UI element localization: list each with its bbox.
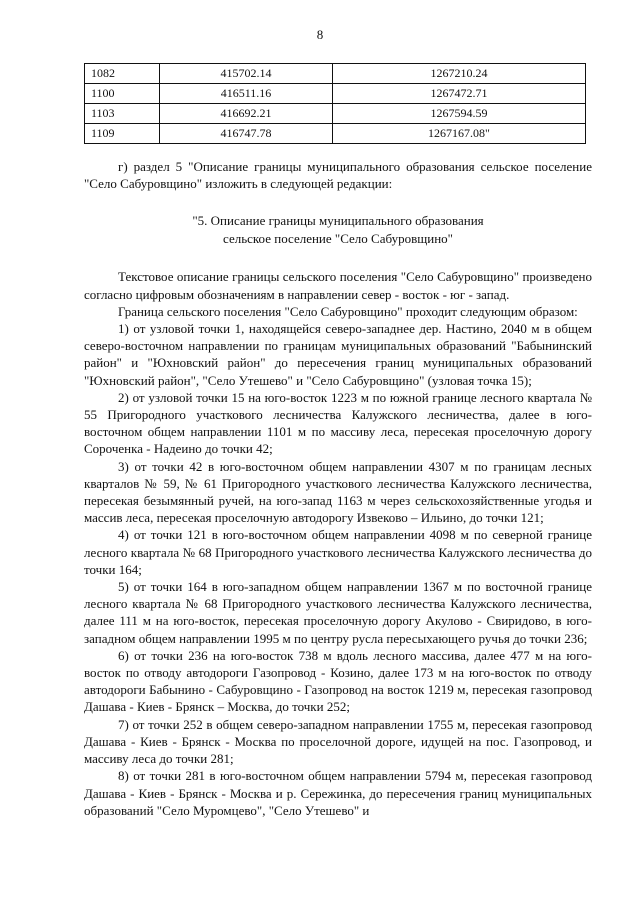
table-row: [85, 64, 586, 84]
section-heading-line: сельское поселение "Село Сабуровщино": [223, 231, 453, 247]
point-number-cell: 1109: [85, 124, 160, 144]
table-row: [85, 104, 586, 124]
body-paragraph: Текстовое описание границы сельского поселения "Село Сабуровщино" произведено согласно цифровым обозначениям в направлении север - восток - юг - запад.: [84, 269, 592, 302]
body-paragraph: 5) от точки 164 в юго-западном общем направлении 1367 м по восточной границе лесного квартала № 68 Пригородного участкового лесничества Калужского лесничества, далее 111 м на юго-восток, пересекая проселочную дорогу Акулово - Свиридово, в юго-западном общем направлении 1995 м по центру русла пересыхающего ручья до точки 236;: [84, 579, 592, 646]
body-paragraph: 7) от точки 252 в общем северо-западном направлении 1755 м, пересекая газопровод Дашава - Киев - Брянск - Москва по проселочной дороге, идущей на пос. Газопровод, и массиву леса до точки 281;: [84, 716, 592, 767]
coordinates-table: [84, 63, 586, 144]
point-number-cell: 1103: [85, 104, 160, 124]
y-coordinate-cell: 1267210.24: [333, 64, 586, 84]
table-row: [85, 124, 586, 144]
section-heading-line: "5. Описание границы муниципального образования: [192, 213, 484, 229]
x-coordinate-cell: 416747.78: [160, 124, 333, 144]
intro-paragraph: г) раздел 5 "Описание границы муниципального образования сельское поселение "Село Сабуровщино" изложить в следующей редакции:: [84, 159, 592, 192]
page-number: 8: [316, 27, 324, 42]
body-paragraph: 4) от точки 121 в юго-восточном общем направлении 4098 м по северной границе лесного квартала № 68 Пригородного участкового лесничества Калужского лесничества до точки 164;: [84, 527, 592, 577]
body-paragraph: 6) от точки 236 на юго-восток 738 м вдоль лесного массива, далее 477 м на юго-восток по отводу автодороги Газопровод - Козино, далее 173 м на юго-восток по отводу автодороги Бабынино - Сабуровщино - Газопровод на восток 1219 м, пересекая газопровод Дашава - Киев - Брянск – Москва, до точки 252;: [84, 647, 592, 715]
body-paragraph: 2) от узловой точки 15 на юго-восток 1223 м по южной границе лесного квартала № 55 Пригородного участкового лесничества Калужского лесничества, далее в юго-восточном общем направлении 1101 м по массиву леса, пересекая проселочную дорогу Сороченка - Надеино до точки 42;: [84, 389, 592, 457]
table-row: [85, 84, 586, 104]
document-body: [84, 158, 592, 819]
section-heading: [84, 212, 592, 248]
body-paragraph: 1) от узловой точки 1, находящейся северо-западнее дер. Настино, 2040 м в общем северо-восточном направлении по границам муниципальных образований "Бабынинский район" и "Юхновский район" до пересечения границ муниципальных образований "Юхновский район", "Село Утешево" и "Село Сабуровщино" (узловая точка 15);: [84, 321, 592, 388]
y-coordinate-cell: 1267594.59: [333, 104, 586, 124]
x-coordinate-cell: 416692.21: [160, 104, 333, 124]
x-coordinate-cell: 415702.14: [160, 64, 333, 84]
point-number-cell: 1082: [85, 64, 160, 84]
body-paragraph: Граница сельского поселения "Село Сабуровщино" проходит следующим образом:: [118, 303, 578, 319]
body-paragraph: 3) от точки 42 в юго-восточном общем направлении 4307 м по границам лесных кварталов № 59, № 61 Пригородного участкового лесничества Калужского лесничества, пересекая безымянный ручей, на юго-запад 1163 м через сельскохозяйственные угодья и массив леса, пересекая проселочную автодорогу Извеково – Ильино, до точки 121;: [84, 458, 592, 526]
x-coordinate-cell: 416511.16: [160, 84, 333, 104]
body-paragraph: 8) от точки 281 в юго-восточном общем направлении 5794 м, пересекая газопровод Дашава - Киев - Брянск - Москва и р. Сережинка, до пересечения границ муниципальных образований "Село Муромцево", "Село Утешево" и: [84, 768, 592, 818]
y-coordinate-cell: 1267167.08": [333, 124, 586, 144]
y-coordinate-cell: 1267472.71: [333, 84, 586, 104]
point-number-cell: 1100: [85, 84, 160, 104]
